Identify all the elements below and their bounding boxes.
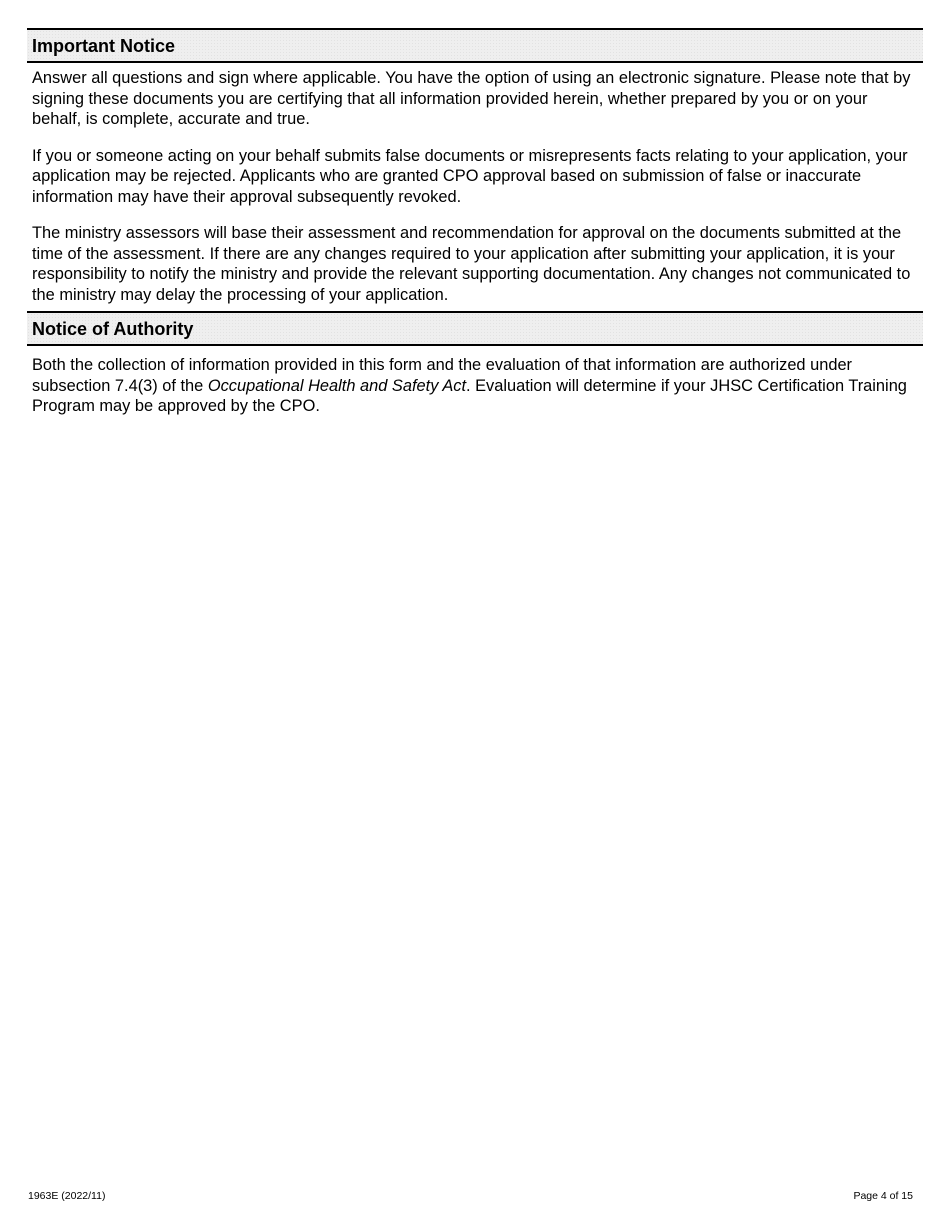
notice-of-authority-header: [27, 311, 923, 346]
page-number: Page 4 of 15: [853, 1190, 913, 1202]
notice-of-authority-body: [27, 346, 923, 417]
form-number: 1963E (2022/11): [28, 1190, 106, 1202]
act-name: Occupational Health and Safety Act: [207, 376, 467, 395]
document-page: [27, 28, 923, 423]
important-notice-paragraph-3: The ministry assessors will base their assessment and recommendation for approval on the documents submitted at the time of the assessment. If there are any changes required to your application after submitting your application, it is your responsibility to notify the ministry and provide the relevant supporting documentation. Any changes not communicated to the ministry may delay the processing of your application.: [32, 224, 911, 304]
important-notice-paragraph-1: Answer all questions and sign where applicable. You have the option of using an electronic signature. Please note that by signing these documents you are certifying that all information provided herein, whether prepared by you or on your behalf, is complete, accurate and true.: [32, 69, 911, 128]
important-notice-paragraph-2: If you or someone acting on your behalf submits false documents or misrepresents facts relating to your application, your application may be rejected. Applicants who are granted CPO approval based on submission of false or inaccurate information may have their approval subsequently revoked.: [32, 146, 908, 206]
notice-of-authority-heading: Notice of Authority: [32, 318, 194, 339]
notice-of-authority-paragraph: [32, 355, 913, 417]
authority-text-after: . Evaluation will determine if your JHSC Certification Training Program may be approved by the CPO.: [32, 376, 907, 415]
authority-text-before: Both the collection of information provided in this form and the evaluation of that information are authorized under subsection 7.4(3) of the: [32, 356, 853, 395]
important-notice-heading: Important Notice: [32, 35, 176, 56]
important-notice-header: [27, 28, 923, 63]
important-notice-body: [27, 63, 923, 305]
